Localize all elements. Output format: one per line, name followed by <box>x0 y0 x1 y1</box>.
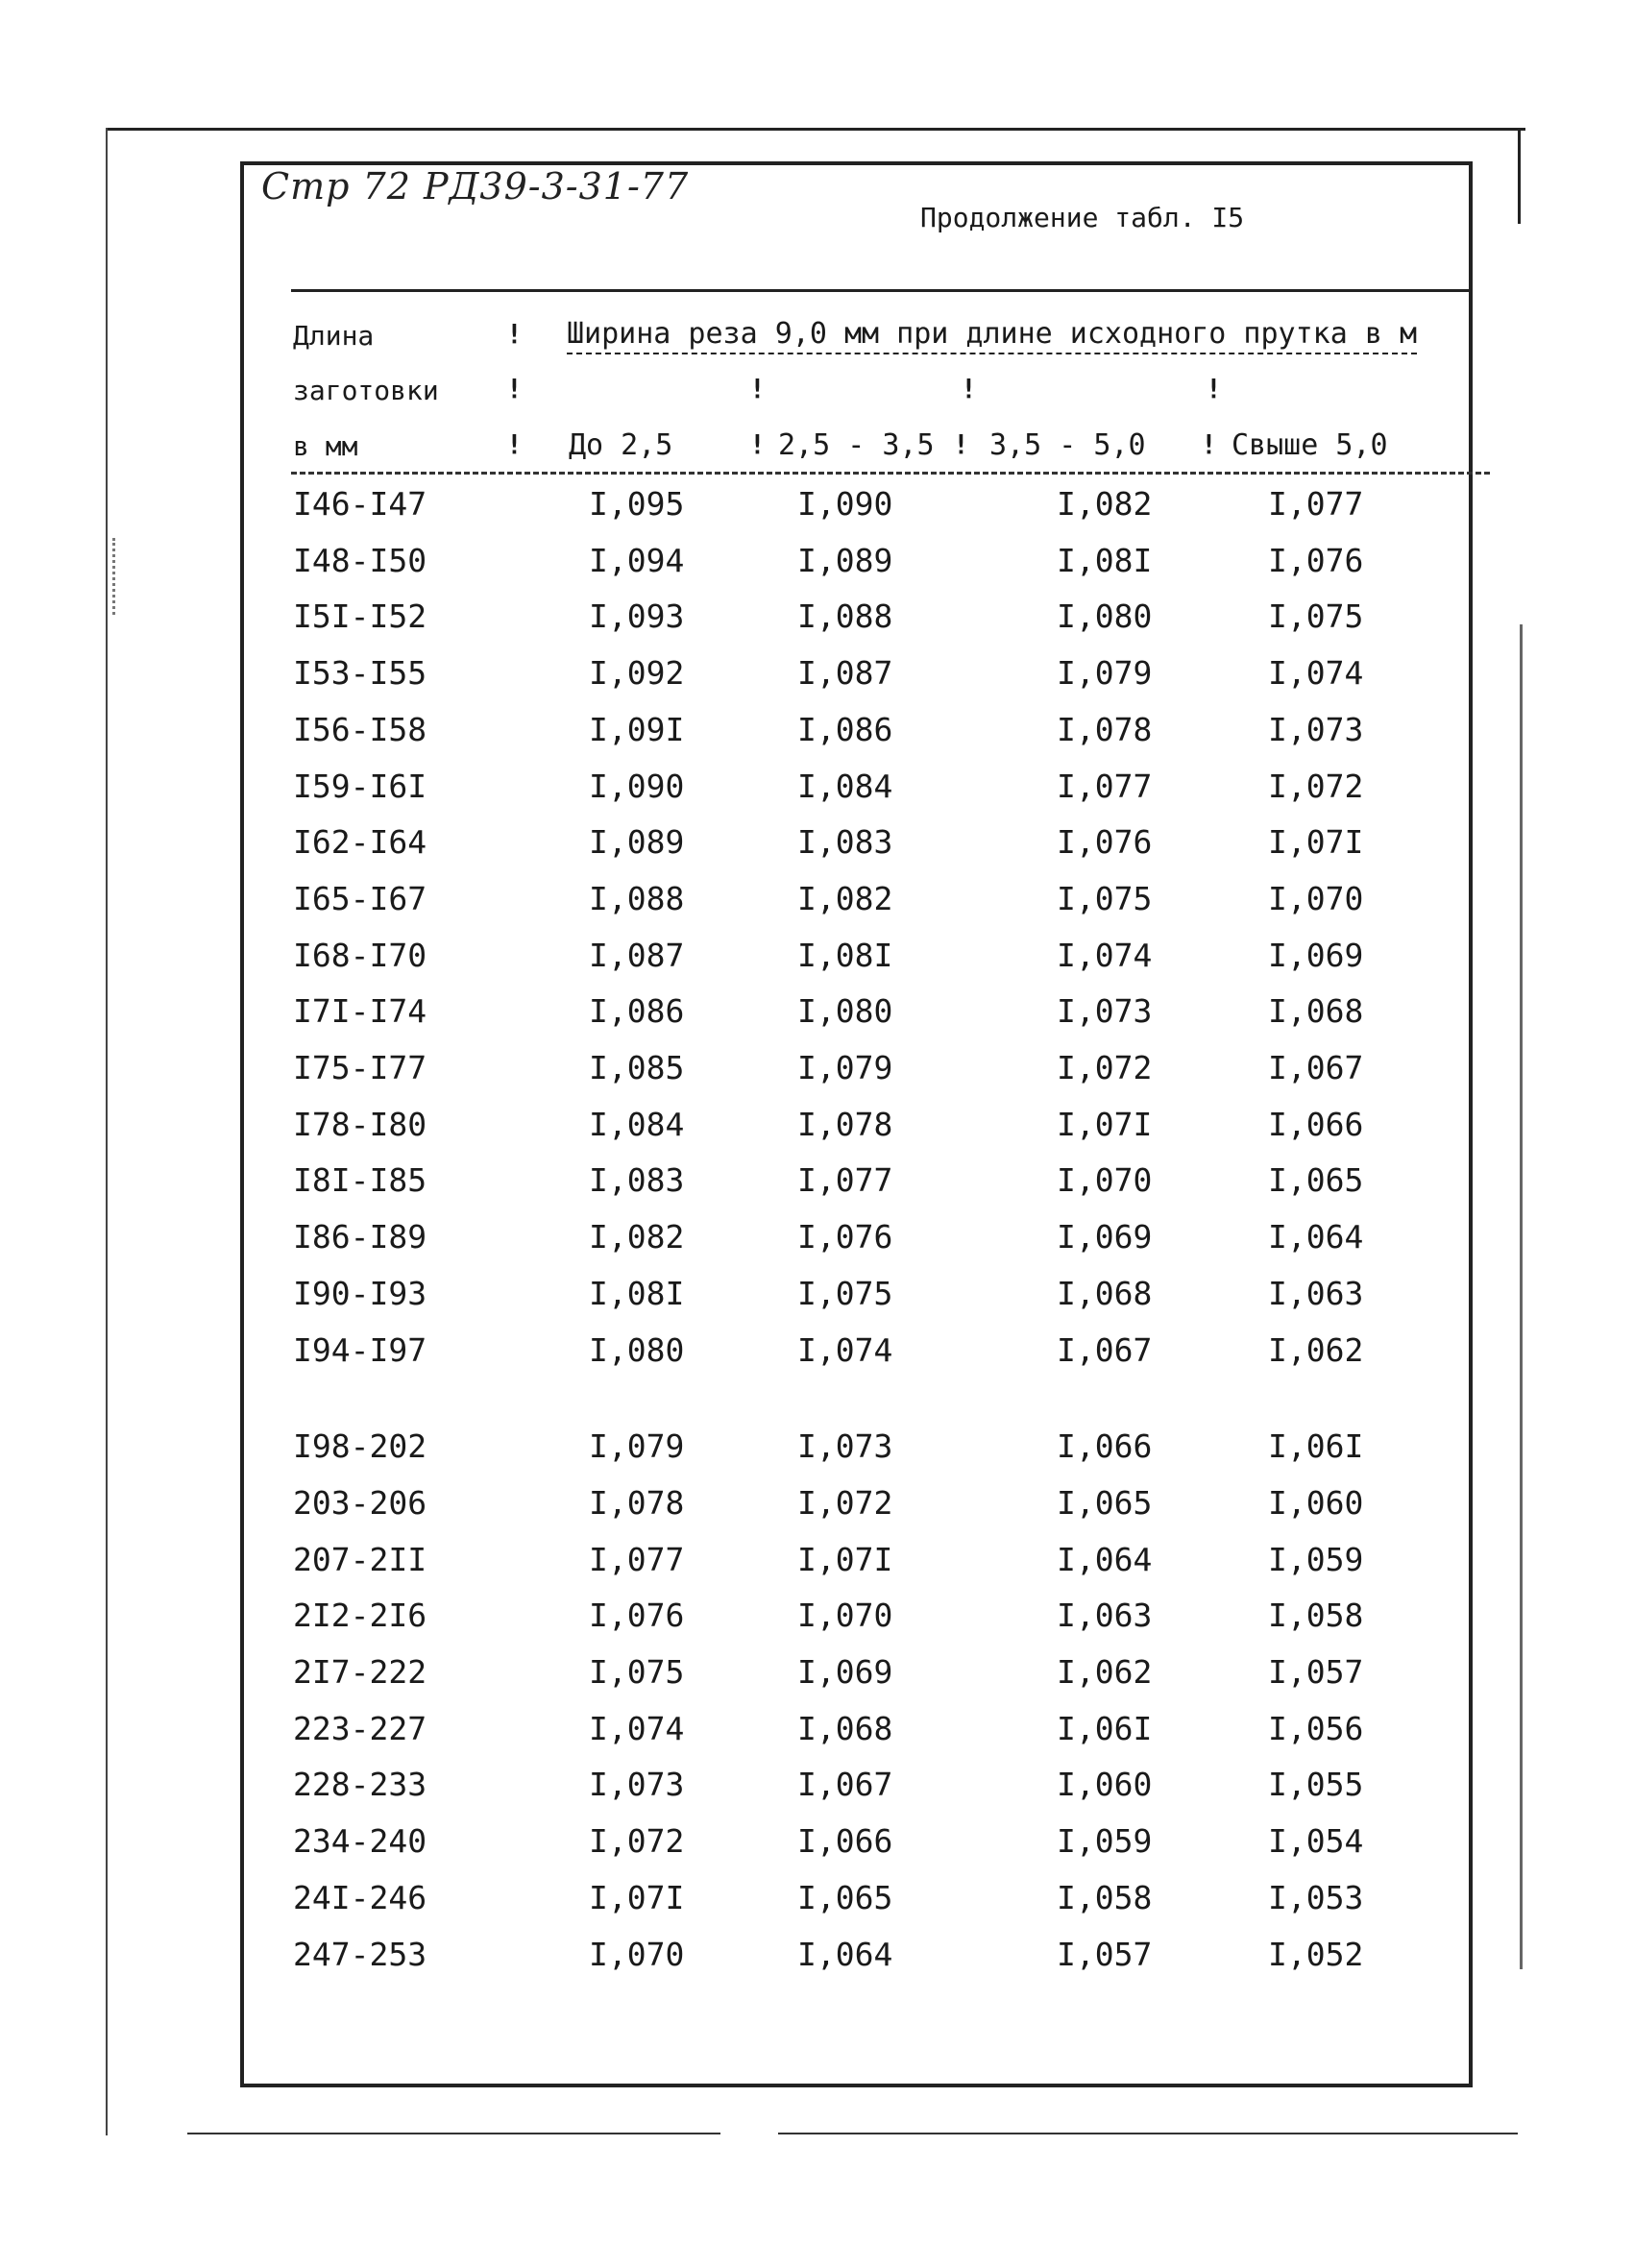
table-row <box>0 937 1634 975</box>
cell-2-5-3-5: I,065 <box>797 1879 893 1916</box>
cell-upto-2-5: I,079 <box>589 1427 685 1465</box>
header-separator: ! <box>961 373 977 404</box>
cell-3-5-5-0: I,078 <box>1057 711 1153 748</box>
cell-2-5-3-5: I,075 <box>797 1275 893 1312</box>
cell-upto-2-5: I,070 <box>589 1936 685 1973</box>
cell-2-5-3-5: I,083 <box>797 823 893 861</box>
cell-length-range: I53-I55 <box>293 654 427 692</box>
cell-upto-2-5: I,082 <box>589 1218 685 1256</box>
table-row <box>0 1049 1634 1087</box>
cell-length-range: I59-I6I <box>293 768 427 805</box>
cell-over-5-0: I,072 <box>1268 768 1364 805</box>
header-col-upto-2-5: До 2,5 <box>569 428 673 462</box>
cell-length-range: I8I-I85 <box>293 1161 427 1199</box>
cell-3-5-5-0: I,067 <box>1057 1331 1153 1369</box>
outer-top-rule <box>106 128 1525 131</box>
cell-2-5-3-5: I,090 <box>797 485 893 523</box>
table-row <box>0 880 1634 918</box>
table-row <box>0 1653 1634 1692</box>
header-dashed-rule <box>291 472 1490 475</box>
cell-over-5-0: I,056 <box>1268 1710 1364 1747</box>
bottom-rule-right <box>778 2133 1518 2134</box>
cell-upto-2-5: I,09I <box>589 711 685 748</box>
cell-over-5-0: I,059 <box>1268 1541 1364 1578</box>
cell-2-5-3-5: I,069 <box>797 1653 893 1691</box>
cell-length-range: 203-206 <box>293 1484 427 1522</box>
cell-over-5-0: I,07I <box>1268 823 1364 861</box>
cell-over-5-0: I,074 <box>1268 654 1364 692</box>
cell-over-5-0: I,052 <box>1268 1936 1364 1973</box>
cell-over-5-0: I,058 <box>1268 1597 1364 1634</box>
cell-3-5-5-0: I,079 <box>1057 654 1153 692</box>
header-col-over-5-0: Свыше 5,0 <box>1232 428 1388 462</box>
cell-3-5-5-0: I,058 <box>1057 1879 1153 1916</box>
handwritten-page-reference: Стр 72 РД39-3-31-77 <box>261 165 690 207</box>
cell-2-5-3-5: I,08I <box>797 937 893 974</box>
cell-3-5-5-0: I,065 <box>1057 1484 1153 1522</box>
cell-3-5-5-0: I,07I <box>1057 1106 1153 1143</box>
cell-length-range: 24I-246 <box>293 1879 427 1916</box>
cell-3-5-5-0: I,072 <box>1057 1049 1153 1086</box>
cell-length-range: I68-I70 <box>293 937 427 974</box>
cell-3-5-5-0: I,080 <box>1057 597 1153 635</box>
cell-over-5-0: I,057 <box>1268 1653 1364 1691</box>
header-separator: ! <box>506 318 523 350</box>
table-row <box>0 1879 1634 1917</box>
table-row <box>0 1161 1634 1200</box>
table-row <box>0 1597 1634 1635</box>
cell-upto-2-5: I,075 <box>589 1653 685 1691</box>
table-row <box>0 1710 1634 1748</box>
header-span-title: Ширина реза 9,0 мм при длине исходного прутка в м <box>567 317 1417 354</box>
cell-length-range: I75-I77 <box>293 1049 427 1086</box>
table-row <box>0 711 1634 749</box>
cell-length-range: I86-I89 <box>293 1218 427 1256</box>
cell-upto-2-5: I,095 <box>589 485 685 523</box>
cell-upto-2-5: I,072 <box>589 1822 685 1860</box>
table-row <box>0 1427 1634 1466</box>
cell-2-5-3-5: I,088 <box>797 597 893 635</box>
cell-length-range: I48-I50 <box>293 542 427 579</box>
cell-3-5-5-0: I,064 <box>1057 1541 1153 1578</box>
cell-length-range: I5I-I52 <box>293 597 427 635</box>
cell-over-5-0: I,064 <box>1268 1218 1364 1256</box>
cell-upto-2-5: I,085 <box>589 1049 685 1086</box>
table-row <box>0 597 1634 636</box>
cell-2-5-3-5: I,080 <box>797 992 893 1030</box>
cell-2-5-3-5: I,074 <box>797 1331 893 1369</box>
cell-2-5-3-5: I,072 <box>797 1484 893 1522</box>
cell-upto-2-5: I,092 <box>589 654 685 692</box>
header-col-2-5-3-5: 2,5 - 3,5 <box>778 428 935 462</box>
outer-right-tick <box>1518 128 1521 224</box>
header-length-line1: Длина <box>293 320 375 352</box>
cell-length-range: 223-227 <box>293 1710 427 1747</box>
table-row <box>0 823 1634 862</box>
cell-over-5-0: I,055 <box>1268 1766 1364 1803</box>
cell-upto-2-5: I,074 <box>589 1710 685 1747</box>
cell-3-5-5-0: I,057 <box>1057 1936 1153 1973</box>
cell-2-5-3-5: I,087 <box>797 654 893 692</box>
cell-upto-2-5: I,089 <box>589 823 685 861</box>
table-row <box>0 768 1634 806</box>
cell-over-5-0: I,068 <box>1268 992 1364 1030</box>
cell-2-5-3-5: I,07I <box>797 1541 893 1578</box>
cell-3-5-5-0: I,059 <box>1057 1822 1153 1860</box>
cell-upto-2-5: I,094 <box>589 542 685 579</box>
table-row <box>0 1484 1634 1523</box>
cell-3-5-5-0: I,074 <box>1057 937 1153 974</box>
header-separator: ! <box>953 428 969 460</box>
cell-upto-2-5: I,083 <box>589 1161 685 1199</box>
cell-3-5-5-0: I,06I <box>1057 1710 1153 1747</box>
table-row <box>0 1275 1634 1313</box>
cell-over-5-0: I,073 <box>1268 711 1364 748</box>
cell-length-range: I62-I64 <box>293 823 427 861</box>
cell-over-5-0: I,077 <box>1268 485 1364 523</box>
cell-over-5-0: I,069 <box>1268 937 1364 974</box>
cell-3-5-5-0: I,063 <box>1057 1597 1153 1634</box>
cell-2-5-3-5: I,073 <box>797 1427 893 1465</box>
cell-length-range: 234-240 <box>293 1822 427 1860</box>
cell-upto-2-5: I,088 <box>589 880 685 917</box>
cell-over-5-0: I,075 <box>1268 597 1364 635</box>
cell-length-range: I7I-I74 <box>293 992 427 1030</box>
cell-3-5-5-0: I,08I <box>1057 542 1153 579</box>
header-col-3-5-5-0: 3,5 - 5,0 <box>989 428 1146 462</box>
cell-upto-2-5: I,093 <box>589 597 685 635</box>
cell-2-5-3-5: I,067 <box>797 1766 893 1803</box>
cell-over-5-0: I,06I <box>1268 1427 1364 1465</box>
cell-3-5-5-0: I,068 <box>1057 1275 1153 1312</box>
table-row <box>0 1936 1634 1974</box>
cell-2-5-3-5: I,066 <box>797 1822 893 1860</box>
cell-3-5-5-0: I,070 <box>1057 1161 1153 1199</box>
table-caption: Продолжение табл. I5 <box>920 202 1245 233</box>
cell-over-5-0: I,063 <box>1268 1275 1364 1312</box>
cell-2-5-3-5: I,070 <box>797 1597 893 1634</box>
cell-upto-2-5: I,084 <box>589 1106 685 1143</box>
cell-2-5-3-5: I,086 <box>797 711 893 748</box>
header-separator: ! <box>749 428 766 460</box>
cell-2-5-3-5: I,076 <box>797 1218 893 1256</box>
header-separator: ! <box>506 373 523 404</box>
cell-3-5-5-0: I,060 <box>1057 1766 1153 1803</box>
cell-3-5-5-0: I,066 <box>1057 1427 1153 1465</box>
header-separator: ! <box>506 428 523 460</box>
cell-2-5-3-5: I,084 <box>797 768 893 805</box>
cell-over-5-0: I,066 <box>1268 1106 1364 1143</box>
bottom-rule-left <box>187 2133 720 2134</box>
table-row <box>0 542 1634 580</box>
cell-upto-2-5: I,077 <box>589 1541 685 1578</box>
header-length-line2: заготовки <box>293 375 439 406</box>
cell-length-range: 228-233 <box>293 1766 427 1803</box>
cell-upto-2-5: I,090 <box>589 768 685 805</box>
cell-2-5-3-5: I,082 <box>797 880 893 917</box>
cell-3-5-5-0: I,076 <box>1057 823 1153 861</box>
cell-upto-2-5: I,073 <box>589 1766 685 1803</box>
cell-2-5-3-5: I,089 <box>797 542 893 579</box>
cell-over-5-0: I,070 <box>1268 880 1364 917</box>
cell-length-range: 207-2II <box>293 1541 427 1578</box>
table-row <box>0 654 1634 693</box>
cell-over-5-0: I,053 <box>1268 1879 1364 1916</box>
cell-2-5-3-5: I,078 <box>797 1106 893 1143</box>
cell-upto-2-5: I,076 <box>589 1597 685 1634</box>
cell-upto-2-5: I,086 <box>589 992 685 1030</box>
header-separator: ! <box>749 373 766 404</box>
cell-over-5-0: I,060 <box>1268 1484 1364 1522</box>
cell-upto-2-5: I,087 <box>589 937 685 974</box>
cell-3-5-5-0: I,075 <box>1057 880 1153 917</box>
cell-over-5-0: I,067 <box>1268 1049 1364 1086</box>
cell-upto-2-5: I,080 <box>589 1331 685 1369</box>
cell-length-range: I46-I47 <box>293 485 427 523</box>
table-row <box>0 1218 1634 1256</box>
header-separator: ! <box>1201 428 1217 460</box>
cell-3-5-5-0: I,082 <box>1057 485 1153 523</box>
cell-length-range: 247-253 <box>293 1936 427 1973</box>
table-row <box>0 1331 1634 1370</box>
cell-upto-2-5: I,08I <box>589 1275 685 1312</box>
cell-3-5-5-0: I,077 <box>1057 768 1153 805</box>
cell-2-5-3-5: I,079 <box>797 1049 893 1086</box>
cell-length-range: I65-I67 <box>293 880 427 917</box>
cell-3-5-5-0: I,069 <box>1057 1218 1153 1256</box>
cell-over-5-0: I,062 <box>1268 1331 1364 1369</box>
header-separator: ! <box>1206 373 1222 404</box>
cell-length-range: 2I7-222 <box>293 1653 427 1691</box>
cell-3-5-5-0: I,073 <box>1057 992 1153 1030</box>
cell-length-range: I78-I80 <box>293 1106 427 1143</box>
cell-length-range: I98-202 <box>293 1427 427 1465</box>
table-row <box>0 485 1634 524</box>
cell-length-range: 2I2-2I6 <box>293 1597 427 1634</box>
table-row <box>0 1822 1634 1861</box>
header-length-line3: в мм <box>293 430 358 462</box>
cell-length-range: I94-I97 <box>293 1331 427 1369</box>
cell-length-range: I90-I93 <box>293 1275 427 1312</box>
cell-2-5-3-5: I,064 <box>797 1936 893 1973</box>
table-row <box>0 1766 1634 1804</box>
table-row <box>0 1541 1634 1579</box>
cell-over-5-0: I,076 <box>1268 542 1364 579</box>
table-top-rule <box>291 289 1473 292</box>
cell-over-5-0: I,054 <box>1268 1822 1364 1860</box>
cell-upto-2-5: I,078 <box>589 1484 685 1522</box>
cell-2-5-3-5: I,068 <box>797 1710 893 1747</box>
cell-3-5-5-0: I,062 <box>1057 1653 1153 1691</box>
cell-upto-2-5: I,07I <box>589 1879 685 1916</box>
cell-over-5-0: I,065 <box>1268 1161 1364 1199</box>
cell-2-5-3-5: I,077 <box>797 1161 893 1199</box>
table-row <box>0 1106 1634 1144</box>
cell-length-range: I56-I58 <box>293 711 427 748</box>
table-row <box>0 992 1634 1031</box>
